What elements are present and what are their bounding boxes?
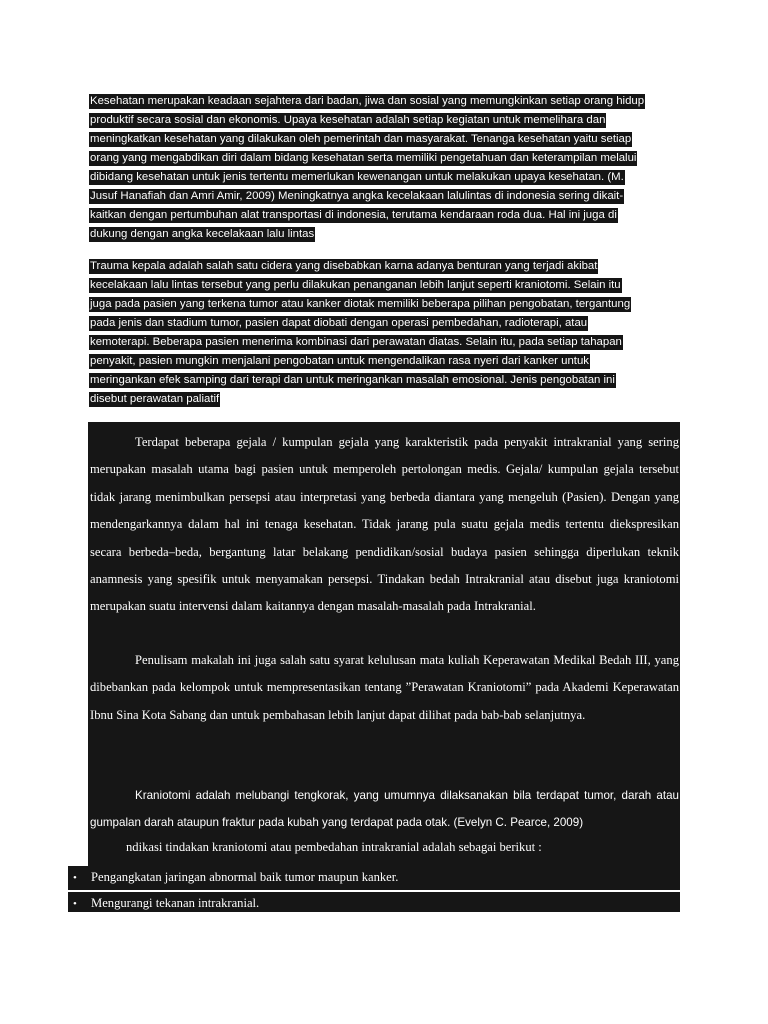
text-line: penyakit, pasien mungkin menjalani pengobatan untuk mengendalikan rasa nyeri dari kanker untuk bbox=[90, 355, 589, 367]
bullet-icon: • bbox=[73, 872, 77, 884]
text-line: meringankan efek samping dari terapi dan untuk meringankan masalah emosional. Jenis pengobatan ini bbox=[90, 374, 615, 386]
paragraph-symptoms bbox=[90, 429, 679, 621]
text-line: kemoterapi. Beberapa pasien menerima kombinasi dari perawatan diatas. Selain itu, pada setiap tahapan bbox=[90, 336, 622, 348]
text-line: dukung dengan angka kecelakaan lalu lintas bbox=[90, 228, 315, 240]
text-line: Kesehatan merupakan keadaan sejahtera dari badan, jiwa dan sosial yang memungkinkan setiap orang hidup bbox=[90, 95, 645, 107]
list-item bbox=[68, 866, 680, 890]
highlighted-paragraph-trauma bbox=[89, 257, 679, 409]
highlighted-paragraph-health bbox=[89, 92, 679, 244]
text-line: Jusuf Hanafiah dan Amri Amir, 2009) Meningkatnya angka kecelakaan lalulintas di indonesia sering dikait- bbox=[90, 190, 624, 202]
text-line: dibidang kesehatan untuk jenis tertentu memerlukan kewenangan untuk melakukan upaya kesehatan. (M. bbox=[90, 171, 624, 183]
text-line: kecelakaan lalu lintas tersebut yang perlu dilakukan penanganan lebih lanjut seperti kraniotomi. Selain itu bbox=[90, 279, 621, 291]
list-item-text: Pengangkatan jaringan abnormal baik tumor maupun kanker. bbox=[91, 870, 399, 884]
text-line: disebut perawatan paliatif bbox=[90, 393, 220, 405]
indication-heading: ndikasi tindakan kraniotomi atau pembedahan intrakranial adalah sebagai berikut : bbox=[126, 840, 542, 854]
list-item-text: Mengurangi tekanan intrakranial. bbox=[91, 896, 260, 910]
text-line: juga pada pasien yang terkena tumor atau kanker diotak memiliki beberapa pilihan pengobatan, tergantung bbox=[90, 298, 631, 310]
text-line: meningkatkan kesehatan yang dilakukan oleh pemerintah dan masyarakat. Tenanga kesehatan yaitu setiap bbox=[90, 133, 632, 145]
paragraph-text: Terdapat beberapa gejala / kumpulan gejala yang karakteristik pada penyakit intrakranial yang sering merupakan masalah utama bagi pasien untuk memperoleh pertolongan medis. Gejala/ kumpulan gejala tersebut tidak jarang menimbulkan persepsi atau interpretasi yang berbeda diantara yang mengeluh (Pasien). Dengan yang mendengarkannya dalam hal ini tenaga kesehatan. Tidak jarang pula suatu gejala medis tertentu diekspresikan secara berbeda–beda, bergantung latar belakang pendidikan/sosial budaya pasien sehingga diperlukan teknik anamnesis yang spesifik untuk menyamakan persepsi. Tindakan bedah Intrakranial atau disebut juga kraniotomi merupakan suatu intervensi dalam kaitannya dengan masalah-masalah pada Intrakranial. bbox=[90, 435, 679, 614]
paragraph-definition bbox=[90, 782, 679, 836]
text-line: kaitkan dengan pertumbuhan alat transportasi di indonesia, terutama kendaraan roda dua. Hal ini juga di bbox=[90, 209, 617, 221]
list-item bbox=[68, 892, 680, 912]
text-line: Trauma kepala adalah salah satu cidera yang disebabkan karna adanya benturan yang terjadi akibat bbox=[90, 260, 598, 272]
text-line: orang yang mengabdikan diri dalam bidang kesehatan serta memiliki pengetahuan dan keterampilan melalui bbox=[90, 152, 637, 164]
paragraph-text: Kraniotomi adalah melubangi tengkorak, yang umumnya dilaksanakan bila terdapat tumor, darah atau gumpalan darah ataupun fraktur pada kubah yang terdapat pada otak. (Evelyn C. Pearce, 2009) bbox=[90, 789, 679, 829]
text-line: pada jenis dan stadium tumor, pasien dapat diobati dengan operasi pembedahan, radioterapi, atau bbox=[90, 317, 588, 329]
paragraph-text: Penulisam makalah ini juga salah satu syarat kelulusan mata kuliah Keperawatan Medikal Bedah III, yang dibebankan pada kelompok untuk mempresentasikan tentang ”Perawatan Kraniotomi” pada Akademi Keperawatan Ibnu Sina Kota Sabang dan untuk pembahasan lebih lanjut dapat dilihat pada bab-bab selanjutnya. bbox=[90, 653, 679, 722]
paragraph-purpose bbox=[90, 647, 679, 729]
bullet-icon: • bbox=[73, 898, 77, 910]
text-line: produktif secara sosial dan ekonomis. Upaya kesehatan adalah setiap kegiatan untuk memelihara dan bbox=[90, 114, 606, 126]
